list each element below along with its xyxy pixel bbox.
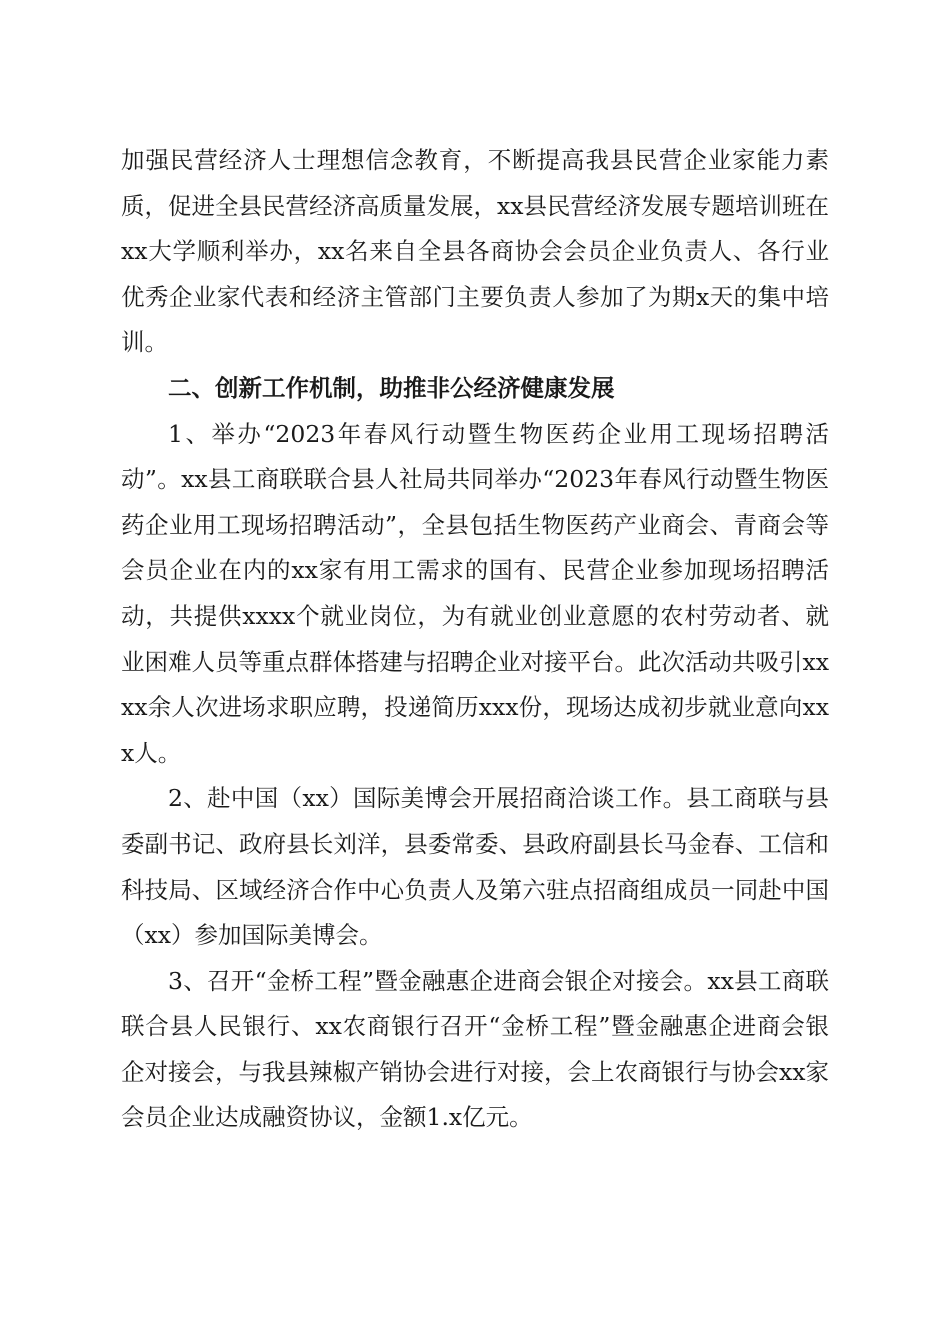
section-heading: 二、创新工作机制，助推非公经济健康发展 xyxy=(168,373,615,402)
paragraph-item-3: 3、召开“金桥工程”暨金融惠企进商会银企对接会。xx县工商联联合县人民银行、xx农商银行召开“金桥工程”暨金融惠企进商会银企对接会，与我县辣椒产销协会进行对接，会上农商银行与协会xx家会员企业达成融资协议，金额1.x亿元。 xyxy=(121,966,830,1132)
document-body xyxy=(121,138,829,1141)
paragraph-item-2: 2、赴中国（xx）国际美博会开展招商洽谈工作。县工商联与县委副书记、政府县长刘洋，县委常委、县政府副县长马金春、工信和科技局、区域经济合作中心负责人及第六驻点招商组成员一同赴中国（xx）参加国际美博会。 xyxy=(121,784,829,950)
paragraph-continuation: 加强民营经济人士理想信念教育，不断提高我县民营企业家能力素质，促进全县民营经济高质量发展，xx县民营经济发展专题培训班在xx大学顺利举办，xx名来自全县各商协会会员企业负责人、各行业优秀企业家代表和经济主管部门主要负责人参加了为期x天的集中培训。 xyxy=(121,146,830,357)
paragraph-item-1: 1、举办“2023年春风行动暨生物医药企业用工现场招聘活动”。xx县工商联联合县人社局共同举办“2023年春风行动暨生物医药企业用工现场招聘活动”，全县包括生物医药产业商会、青商会等会员企业在内的xx家有用工需求的国有、民营企业参加现场招聘活动，共提供xxxx个就业岗位，为有就业创业意愿的农村劳动者、就业困难人员等重点群体搭建与招聘企业对接平台。此次活动共吸引xxxx余人次进场求职应聘，投递简历xxx份，现场达成初步就业意向xxx人。 xyxy=(121,419,830,767)
